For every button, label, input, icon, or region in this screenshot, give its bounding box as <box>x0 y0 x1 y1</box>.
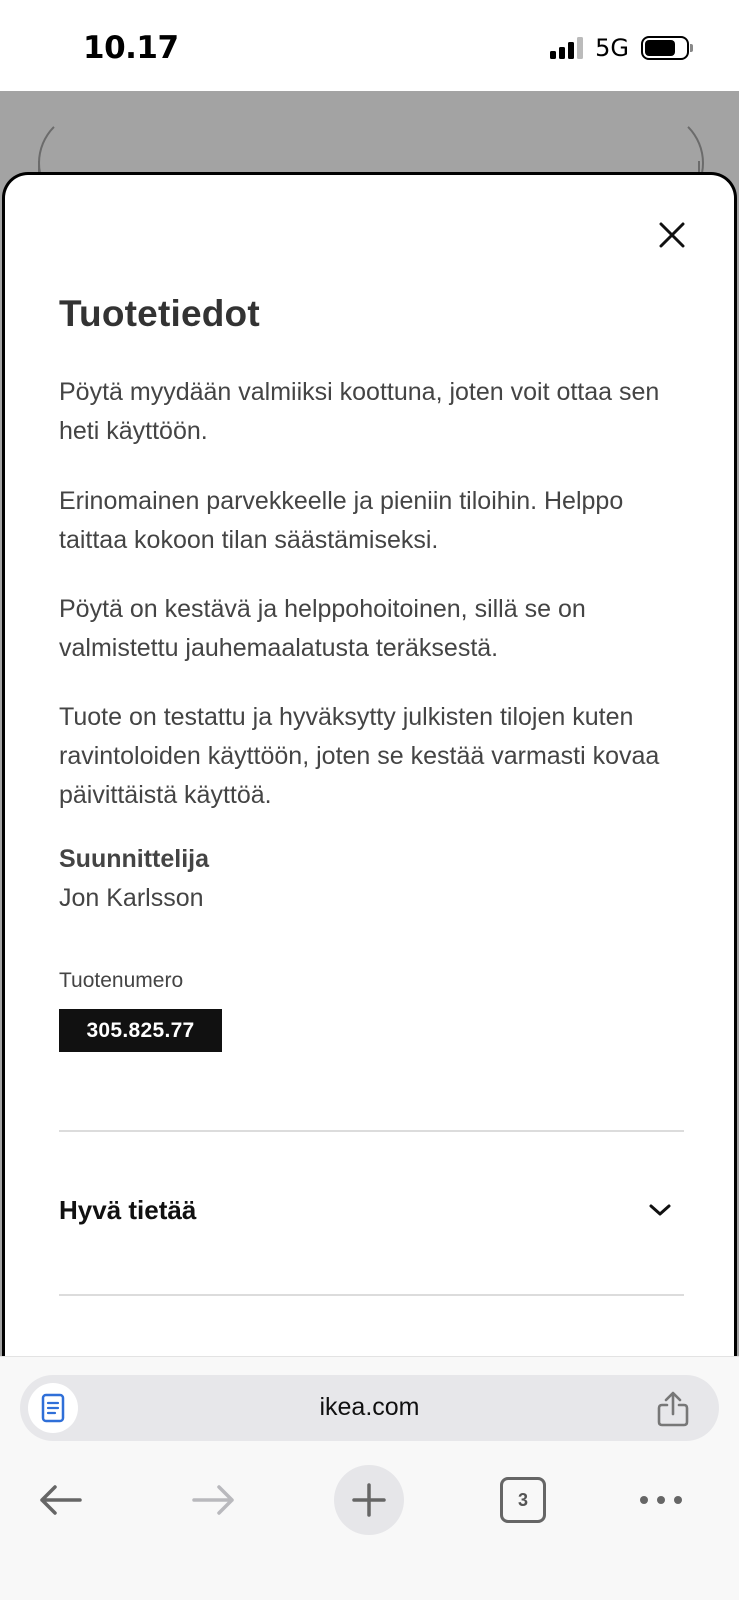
battery-icon <box>641 36 689 60</box>
description-paragraph: Tuote on testattu ja hyväksytty julkisten tilojen kuten ravintoloiden käyttöön, joten se kestää varmasti kovaa päivittäistä käyttöä. <box>59 703 660 809</box>
description-paragraph: Pöytä on kestävä ja helppohoitoinen, sillä se on valmistettu jauhemaalatusta teräksestä. <box>59 595 586 662</box>
sheet-title: Tuotetiedot <box>59 293 260 334</box>
more-button[interactable] <box>636 1465 686 1535</box>
back-button[interactable] <box>30 1465 90 1535</box>
designer-label: Suunnittelija <box>59 845 209 873</box>
share-button[interactable] <box>655 1389 691 1429</box>
forward-arrow-icon <box>191 1483 237 1517</box>
address-bar[interactable] <box>20 1375 719 1441</box>
close-button[interactable] <box>652 215 692 255</box>
close-icon <box>659 222 685 248</box>
status-bar <box>0 0 739 91</box>
description-paragraph: Pöytä myydään valmiiksi koottuna, joten voit ottaa sen heti käyttöön. <box>59 378 660 445</box>
description-paragraph: Erinomainen parvekkeelle ja pieniin tiloihin. Helppo taittaa kokoon tilan säästämiseksi. <box>59 487 624 554</box>
status-time: 10.17 <box>83 30 179 66</box>
chevron-down-icon <box>648 1202 672 1218</box>
divider <box>59 1130 684 1132</box>
article-number-badge: 305.825.77 <box>59 1009 222 1052</box>
status-indicators <box>550 34 689 62</box>
back-arrow-icon <box>37 1483 83 1517</box>
url-text: ikea.com <box>319 1393 420 1421</box>
tabs-button[interactable] <box>497 1465 549 1535</box>
plus-icon <box>351 1482 387 1518</box>
network-label: 5G <box>595 34 629 62</box>
article-number-label: Tuotenumero <box>59 969 184 992</box>
browser-nav-row <box>0 1465 739 1535</box>
share-icon <box>656 1390 690 1428</box>
accordion-label: Hyvä tietää <box>59 1194 197 1225</box>
designer-name: Jon Karlsson <box>59 884 204 912</box>
divider <box>59 1294 684 1296</box>
product-details-sheet <box>2 172 737 1372</box>
browser-toolbar <box>0 1356 739 1600</box>
more-icon <box>639 1495 683 1505</box>
good-to-know-accordion[interactable] <box>59 1165 684 1255</box>
forward-button[interactable] <box>184 1465 244 1535</box>
signal-icon <box>550 37 583 59</box>
tab-count: 3 <box>500 1477 546 1523</box>
new-tab-button[interactable] <box>334 1465 404 1535</box>
